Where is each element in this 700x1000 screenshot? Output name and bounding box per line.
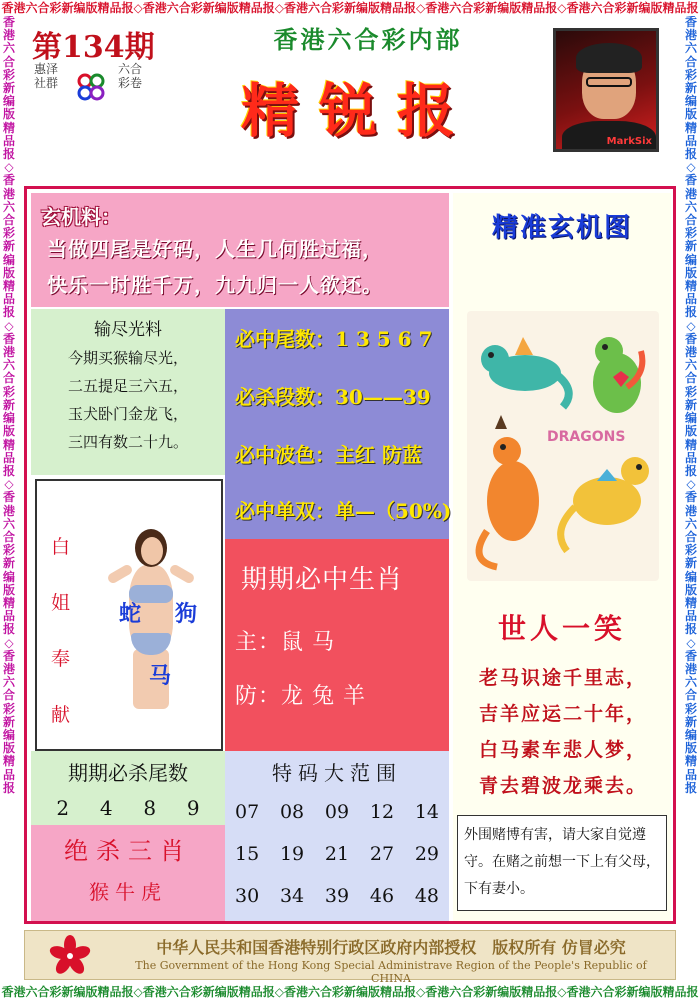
frame-bottom-text: 香港六合彩新编版精品报◇香港六合彩新编版精品报◇香港六合彩新编版精品报◇香港六合彩新编版精品报◇香港六合彩新编版精品报 bbox=[1, 985, 699, 999]
poem-line: 吉羊应运二十年， bbox=[478, 703, 647, 725]
lost-tip-section bbox=[31, 309, 225, 475]
gambling-warning: 外围赌博有害，请大家自觉遵守。在赌之前想一下上有父母，下有妻小。 bbox=[457, 815, 667, 911]
marksix-watermark: MarkSix bbox=[606, 136, 652, 147]
frame-top-text: 香港六合彩新编版精品报◇香港六合彩新编版精品报◇香港六合彩新编版精品报◇香港六合彩新编版精品报◇香港六合彩新编版精品报 bbox=[1, 1, 699, 15]
number-cell: 30 bbox=[235, 885, 260, 907]
lost-tip-line: 二五提足三六五， bbox=[67, 377, 188, 395]
footer-chinese-text: 中华人民共和国香港特别行政区政府内部授权 版权所有 仿冒必究 bbox=[156, 938, 626, 957]
number-cell: 21 bbox=[324, 843, 350, 865]
vertical-caption: 白姐奉献 bbox=[51, 536, 71, 726]
dragons-label: DRAGONS bbox=[547, 429, 626, 445]
portrait-photo bbox=[553, 28, 659, 152]
special-numbers-heading: 特码大范围 bbox=[272, 761, 402, 785]
dragons-illustration bbox=[467, 311, 659, 581]
main-board bbox=[24, 186, 676, 924]
portrait-glasses bbox=[586, 77, 632, 87]
kill-tail-heading: 期期必杀尾数 bbox=[68, 761, 188, 785]
frame-left-text: 香港六合彩新编版精品报◇香港六合彩新编版精品报◇香港六合彩新编版精品报◇香港六合彩新编版精品报◇香港六合彩新编版精品报 bbox=[2, 16, 15, 795]
poem-line: 白马素车悲人梦， bbox=[478, 739, 647, 761]
kill-tail-digit: 8 bbox=[143, 796, 157, 820]
number-row bbox=[235, 791, 439, 833]
footer-banner bbox=[24, 930, 676, 985]
brand-left-label: 惠泽社群 bbox=[34, 62, 59, 90]
zodiac-guard-pick: 防：龙 兔 羊 bbox=[235, 684, 366, 709]
stat-odd-even: 必中单双：单—（50%) bbox=[235, 499, 452, 523]
prediction-stats bbox=[225, 309, 452, 539]
number-cell: 09 bbox=[324, 801, 350, 823]
zodiac-hint: 狗 bbox=[175, 601, 198, 627]
riddle-section bbox=[31, 193, 449, 307]
stat-wave-color: 必中波色：主红 防蓝 bbox=[235, 443, 422, 467]
model-arm bbox=[106, 563, 134, 585]
right-column bbox=[453, 193, 671, 921]
number-cell: 34 bbox=[279, 885, 305, 907]
stat-tail-digits: 必中尾数：1 3 5 6 7 bbox=[235, 327, 433, 351]
frame-left-strip bbox=[0, 16, 18, 984]
number-cell: 15 bbox=[235, 843, 260, 865]
kill-tail-digits bbox=[31, 796, 225, 820]
portrait-hair bbox=[576, 43, 642, 73]
riddle-line: 快乐一时胜千万，九九归一人欲还。 bbox=[47, 273, 383, 297]
lost-tip-heading: 输尽光料 bbox=[94, 320, 162, 340]
footer-english-text: The Government of the Hong Kong Special Administrave Region of the People's Republic of CHINA bbox=[135, 959, 647, 985]
kill-tail-section bbox=[31, 751, 225, 825]
poem-line: 老马识途千里志， bbox=[478, 667, 647, 689]
zodiac-pick-section bbox=[225, 539, 449, 751]
mystery-picture-heading: 精准玄机图 bbox=[491, 213, 632, 243]
lost-tip-line: 三四有数二十九。 bbox=[67, 433, 188, 451]
newspaper-page bbox=[18, 16, 682, 984]
stat-kill-range: 必杀段数：30——39 bbox=[235, 385, 431, 409]
zodiac-main-pick: 主：鼠 马 bbox=[235, 630, 335, 655]
header-subtitle: 香港六合彩内部 bbox=[273, 25, 463, 54]
frame-right-strip bbox=[682, 16, 700, 984]
community-logo-icon bbox=[74, 70, 108, 104]
frame-top-strip bbox=[0, 0, 700, 16]
number-cell: 19 bbox=[279, 843, 305, 865]
special-numbers-section bbox=[225, 751, 449, 921]
number-cell: 29 bbox=[414, 843, 439, 865]
kill-tail-digit: 2 bbox=[56, 796, 70, 820]
featured-photo-box bbox=[35, 479, 223, 751]
header-title: 精锐报 bbox=[240, 77, 475, 145]
number-cell: 14 bbox=[414, 801, 439, 823]
issue-number: 第134期 bbox=[32, 30, 155, 65]
number-cell: 27 bbox=[369, 843, 395, 865]
zodiac-hint: 蛇 bbox=[119, 601, 142, 627]
kill-three-section bbox=[31, 825, 225, 921]
lost-tip-line: 玉犬卧门金龙飞， bbox=[67, 405, 188, 423]
poem-line: 青去碧波龙乘去。 bbox=[478, 775, 647, 797]
riddle-line: 当做四尾是好码，人生几何胜过福， bbox=[47, 237, 383, 261]
zodiac-hint: 马 bbox=[149, 663, 172, 689]
riddle-label: 玄机料： bbox=[41, 205, 121, 229]
kill-three-animals: 猴牛虎 bbox=[89, 880, 167, 904]
kill-tail-digit: 9 bbox=[186, 796, 200, 820]
number-row bbox=[235, 833, 439, 875]
frame-right-text: 香港六合彩新编版精品报◇香港六合彩新编版精品报◇香港六合彩新编版精品报◇香港六合彩新编版精品报◇香港六合彩新编版精品报 bbox=[684, 16, 697, 795]
brand-right-label: 六合彩卷 bbox=[118, 62, 143, 90]
number-cell: 46 bbox=[369, 885, 395, 907]
smile-heading: 世人一笑 bbox=[497, 612, 626, 645]
dragon-icon bbox=[467, 311, 659, 581]
number-cell: 08 bbox=[279, 801, 305, 823]
number-row bbox=[235, 875, 439, 917]
model-face bbox=[141, 537, 163, 565]
kill-three-heading: 绝杀三肖 bbox=[64, 837, 192, 865]
number-cell: 39 bbox=[324, 885, 350, 907]
zodiac-pick-heading: 期期必中生肖 bbox=[241, 565, 404, 595]
kill-tail-digit: 4 bbox=[99, 796, 113, 820]
number-cell: 07 bbox=[235, 801, 260, 823]
lost-tip-line: 今期买猴输尽光， bbox=[67, 349, 188, 367]
special-numbers-grid bbox=[235, 791, 439, 917]
model-arm bbox=[168, 563, 196, 585]
number-cell: 48 bbox=[414, 885, 439, 907]
number-cell: 12 bbox=[369, 801, 395, 823]
bauhinia-emblem-icon bbox=[49, 935, 91, 977]
frame-bottom-strip bbox=[0, 984, 700, 1000]
